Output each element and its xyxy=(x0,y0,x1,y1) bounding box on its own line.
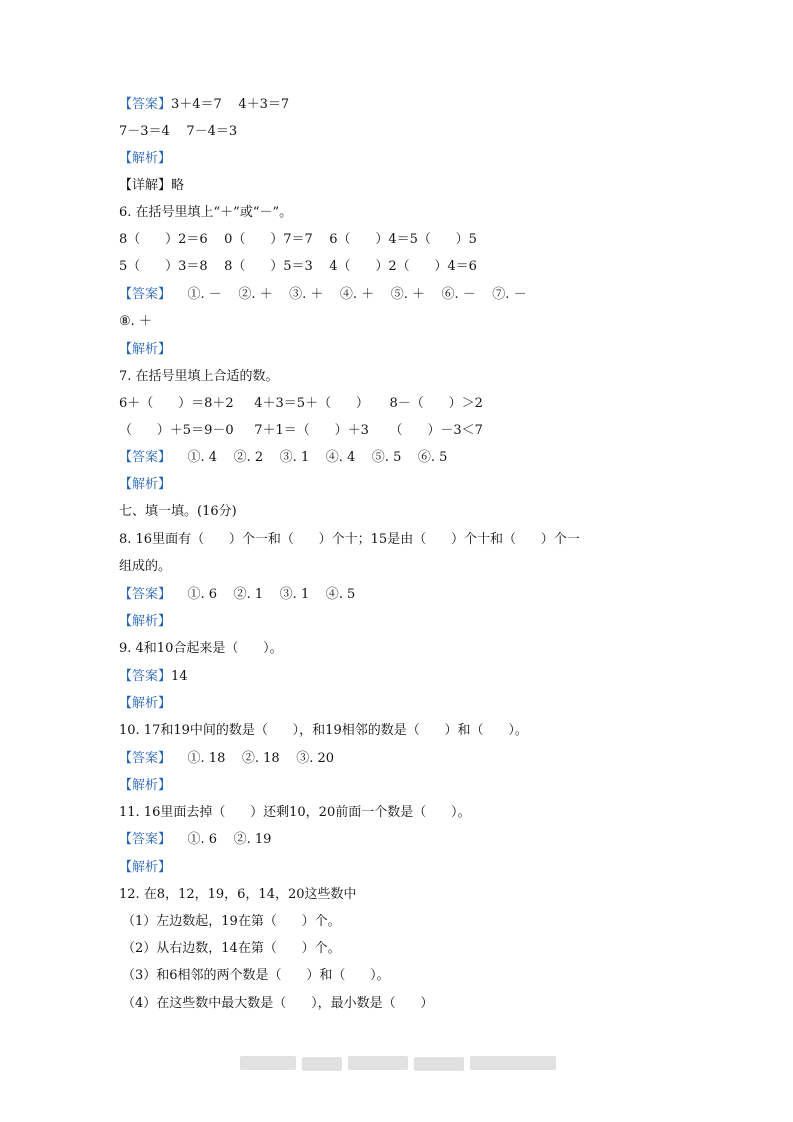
answer-label: 【答案】 xyxy=(119,587,172,602)
question-10 xyxy=(119,722,528,740)
line-text: （1）左边数起，19在第（ ）个。 xyxy=(122,914,341,929)
doc-line xyxy=(119,313,152,331)
analysis-label: 【解析】 xyxy=(119,477,172,492)
watermark-block xyxy=(348,1056,408,1070)
doc-line xyxy=(119,395,483,413)
line-text: 11. 16里面去掉（ ）还剩10，20前面一个数是（ ）。 xyxy=(119,805,471,820)
line-text: 7. 在括号里填上合适的数。 xyxy=(119,369,279,384)
answer-label: 【答案】 xyxy=(119,450,172,465)
line-text: （2）从右边数，14在第（ ）个。 xyxy=(122,941,341,956)
doc-line xyxy=(119,341,171,359)
line-text: 8. 16里面有（ ）个一和（ ）个十；15是由（ ）个十和（ ）个一 xyxy=(119,532,580,547)
line-text: （3）和6相邻的两个数是（ ）和（ ）。 xyxy=(122,968,390,983)
doc-line xyxy=(119,859,171,877)
watermark-block xyxy=(470,1056,556,1070)
sub-question xyxy=(122,967,390,985)
doc-line xyxy=(119,613,171,631)
watermark-block xyxy=(302,1057,342,1071)
doc-line xyxy=(119,177,184,195)
question-8 xyxy=(119,531,580,549)
line-text: 七、填一填。(16分) xyxy=(119,504,237,519)
doc-line xyxy=(119,258,477,276)
doc-line xyxy=(119,449,447,467)
doc-line xyxy=(119,231,477,249)
line-text: ①. － ②. ＋ ③. ＋ ④. ＋ ⑤. ＋ ⑥. － ⑦. － xyxy=(171,287,527,302)
line-text: （ ）＋5＝9－0 7＋1＝（ ）＋3 （ ）－3＜7 xyxy=(119,423,483,438)
sub-question xyxy=(122,940,341,958)
answer-label: 【答案】 xyxy=(119,669,172,684)
line-text: 6＋（ ）＝8＋2 4＋3＝5＋（ ） 8－（ ）＞2 xyxy=(119,396,483,411)
section-heading xyxy=(119,503,237,521)
doc-line xyxy=(119,150,171,168)
answer-label: 【答案】 xyxy=(119,287,172,302)
line-text: 组成的。 xyxy=(119,559,172,574)
line-text: 7－3＝4 7－4＝3 xyxy=(119,124,238,139)
analysis-label: 【解析】 xyxy=(119,342,172,357)
doc-line xyxy=(119,750,334,768)
doc-line xyxy=(119,586,355,604)
line-text: （4）在这些数中最大数是（ ），最小数是（ ） xyxy=(122,996,434,1011)
analysis-label: 【解析】 xyxy=(119,860,172,875)
line-text: 14 xyxy=(171,669,188,684)
doc-line xyxy=(119,123,237,141)
line-text: 9. 4和10合起来是（ ）。 xyxy=(119,641,283,656)
analysis-label: 【解析】 xyxy=(119,614,172,629)
doc-line xyxy=(119,96,289,114)
line-text: ⑧. ＋ xyxy=(119,314,152,329)
line-text: ①. 6 ②. 19 xyxy=(171,832,272,847)
line-text: 8（ ）2＝6 0（ ）7＝7 6（ ）4＝5（ ）5 xyxy=(119,232,477,247)
line-text: 12. 在8，12，19，6，14，20这些数中 xyxy=(119,887,357,902)
line-text: 【详解】略 xyxy=(119,178,185,193)
answer-label: 【答案】 xyxy=(119,97,172,112)
line-text: 6. 在括号里填上“＋”或“－”。 xyxy=(119,205,293,220)
analysis-label: 【解析】 xyxy=(119,696,172,711)
answer-label: 【答案】 xyxy=(119,832,172,847)
watermark-block xyxy=(414,1057,464,1071)
line-text: ①. 4 ②. 2 ③. 1 ④. 4 ⑤. 5 ⑥. 5 xyxy=(171,450,448,465)
doc-line xyxy=(119,831,271,849)
doc-line xyxy=(119,286,527,304)
watermark-block xyxy=(240,1056,296,1070)
doc-line xyxy=(119,777,171,795)
question-6 xyxy=(119,204,292,222)
line-text: ①. 18 ②. 18 ③. 20 xyxy=(171,751,335,766)
sub-question xyxy=(122,995,433,1013)
question-12 xyxy=(119,886,357,904)
analysis-label: 【解析】 xyxy=(119,778,172,793)
doc-line xyxy=(119,668,188,686)
analysis-label: 【解析】 xyxy=(119,151,172,166)
line-text: ①. 6 ②. 1 ③. 1 ④. 5 xyxy=(171,587,356,602)
blurred-footer-watermark xyxy=(240,1056,556,1072)
answer-label: 【答案】 xyxy=(119,751,172,766)
question-7 xyxy=(119,368,279,386)
question-9 xyxy=(119,640,283,658)
doc-line xyxy=(119,695,171,713)
doc-line xyxy=(119,422,483,440)
line-text: 5（ ）3＝8 8（ ）5＝3 4（ ）2（ ）4＝6 xyxy=(119,259,477,274)
sub-question xyxy=(122,913,341,931)
line-text: 3＋4＝7 4＋3＝7 xyxy=(171,97,290,112)
question-11 xyxy=(119,804,471,822)
doc-line xyxy=(119,558,171,576)
line-text: 10. 17和19中间的数是（ ），和19相邻的数是（ ）和（ ）。 xyxy=(119,723,528,738)
doc-line xyxy=(119,476,171,494)
